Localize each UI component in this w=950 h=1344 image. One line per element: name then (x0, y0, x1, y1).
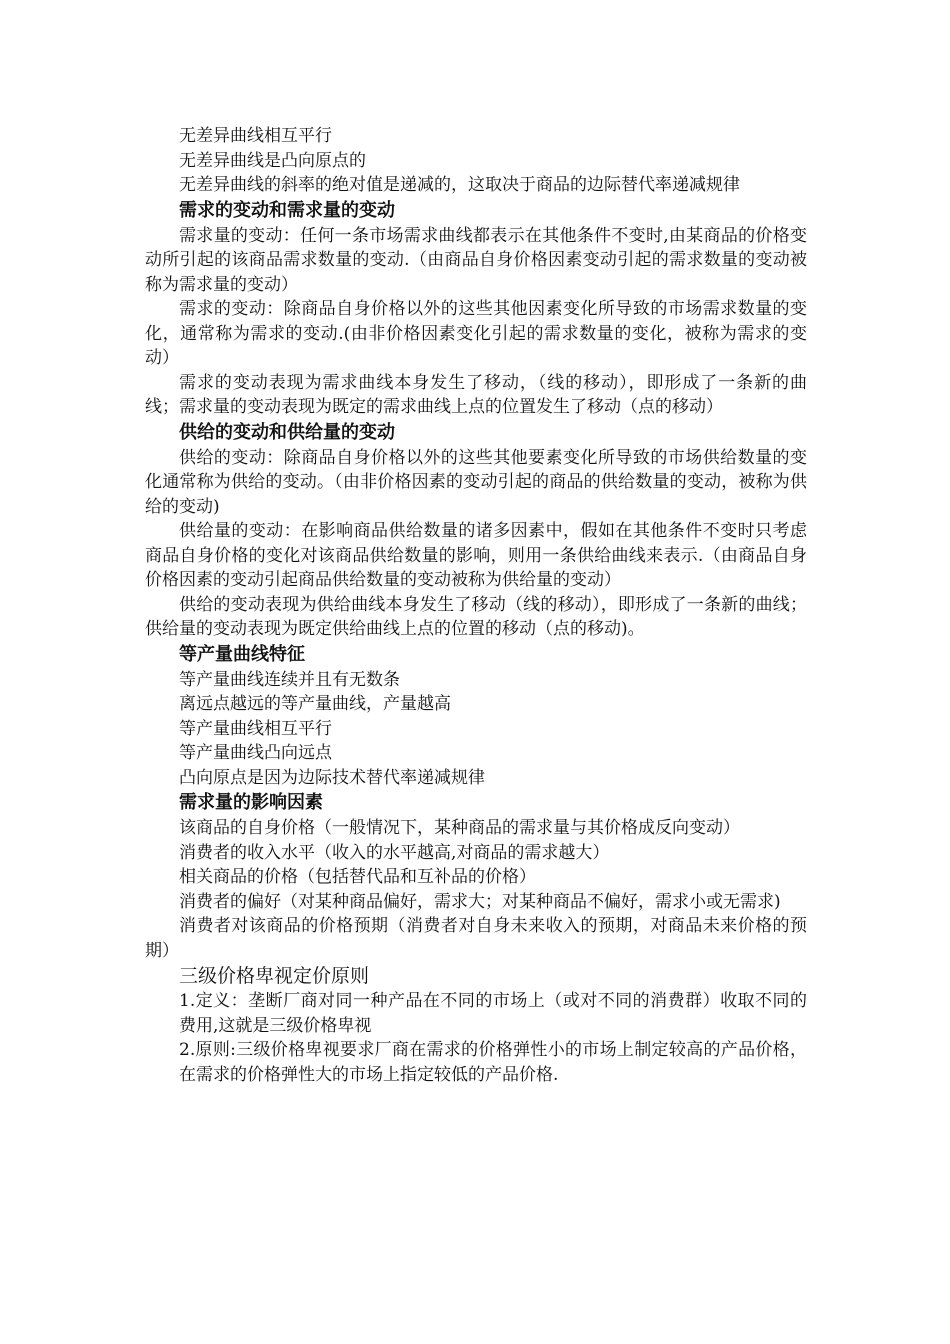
demand-factors-heading: 需求量的影响因素 (179, 792, 323, 813)
isoquant-item: 等产量曲线连续并且有无数条 (179, 669, 400, 690)
demand-change-paragraph: 需求量的变动：任何一条市场需求曲线都表示在其他条件不变时,由某商品的价格变动所引起的该商品需求数量的变动.（由商品自身价格因素变动引起的需求数量的变动被称为需求量的变动） (145, 225, 807, 295)
document-page (145, 124, 807, 1087)
isoquant-item: 等产量曲线凸向远点 (179, 743, 332, 763)
supply-change-paragraph: 供给的变动表现为供给曲线本身发生了移动（线的移动），即形成了一条新的曲线；供给量的变动表现为既定供给曲线上点的位置的移动（点的移动)。 (145, 594, 807, 639)
demand-factor-item: 相关商品的价格（包括替代品和互补品的价格） (179, 867, 536, 887)
demand-factor-item: 消费者的偏好（对某种商品偏好，需求大；对某种商品不偏好，需求小或无需求) (179, 891, 781, 912)
indiff-feature-3: 无差异曲线的斜率的绝对值是递减的，这取决于商品的边际替代率递减规律 (179, 175, 740, 195)
isoquant-item: 等产量曲线相互平行 (179, 718, 332, 739)
price-discrimination-heading: 三级价格卑视定价原则 (179, 965, 370, 987)
demand-change-paragraph: 需求的变动表现为需求曲线本身发生了移动，（线的移动），即形成了一条新的曲线；需求量的变动表现为既定的需求曲线上点的位置发生了移动（点的移动） (145, 372, 807, 417)
indiff-feature-2: 无差异曲线是凸向原点的 (179, 150, 366, 171)
demand-factor-item: 消费者的收入水平（收入的水平越高,对商品的需求越大） (179, 842, 610, 863)
supply-change-paragraph: 供给量的变动：在影响商品供给数量的诸多因素中，假如在其他条件不变时只考虑商品自身价格的变化对该商品供给数量的影响，则用一条供给曲线来表示.（由商品自身价格因素的变动引起商品供给数量的变动被称为供给量的变动） (145, 521, 807, 590)
demand-change-heading: 需求的变动和需求量的变动 (179, 199, 395, 221)
demand-change-paragraph: 需求的变动：除商品自身价格以外的这些其他因素变化所导致的市场需求数量的变化，通常称为需求的变动.(由非价格因素变化引起的需求数量的变化，被称为需求的变动） (145, 299, 807, 368)
isoquant-item: 凸向原点是因为边际技术替代率递减规律 (179, 767, 485, 788)
supply-change-paragraph: 供给的变动：除商品自身价格以外的这些其他要素变化所导致的市场供给数量的变化通常称为供给的变动。（由非价格因素的变动引起的商品的供给数量的变动，被称为供给的变动) (145, 447, 807, 517)
supply-change-heading: 供给的变动和供给量的变动 (179, 421, 395, 443)
indiff-feature-1: 无差异曲线相互平行 (179, 126, 332, 146)
price-discrimination-item: 2.原则:三级价格卑视要求厂商在需求的价格弹性小的市场上制定较高的产品价格，在需求的价格弹性大的市场上指定较低的产品价格. (179, 1040, 807, 1085)
isoquant-heading: 等产量曲线特征 (179, 643, 305, 665)
isoquant-item: 离远点越远的等产量曲线，产量越高 (179, 694, 451, 714)
demand-factor-item: 该商品的自身价格（一般情况下，某种商品的需求量与其价格成反向变动） (179, 818, 740, 838)
demand-factor-item: 消费者对该商品的价格预期（消费者对自身未来收入的预期，对商品未来价格的预期） (145, 916, 807, 961)
price-discrimination-item: 1.定义：垄断厂商对同一种产品在不同的市场上（或对不同的消费群）收取不同的费用,这就是三级价格卑视 (179, 991, 807, 1036)
